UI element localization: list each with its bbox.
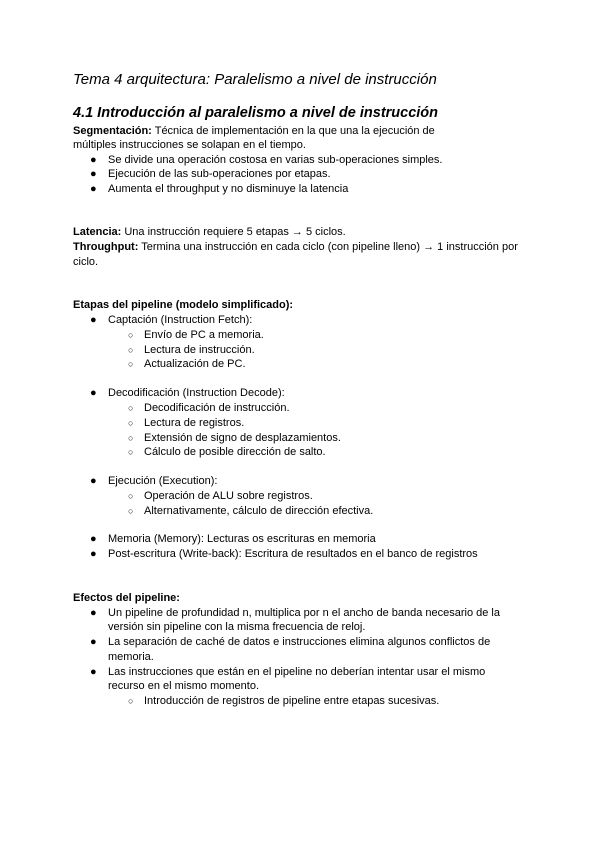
sub-bullet-marker: ○	[128, 418, 134, 428]
bullet-marker: ●	[90, 666, 97, 678]
segmentacion-line1	[73, 124, 435, 139]
sub-bullet-marker: ○	[128, 506, 134, 516]
etapas-heading: Etapas del pipeline (modelo simplificado):	[73, 299, 294, 311]
list-item-continuation: versión sin pipeline con la misma frecuencia de reloj.	[108, 621, 366, 633]
latencia-text: Una instrucción requiere 5 etapas → 5 ciclos.	[124, 226, 346, 238]
bullet-marker: ●	[90, 168, 97, 180]
efectos-heading: Efectos del pipeline:	[73, 592, 180, 604]
throughput-line1	[73, 240, 518, 255]
document-page: Tema 4 arquitectura: Paralelismo a nivel de instrucción 4.1 Introducción al paralelismo a nivel de instrucción Segmentación: Técnica de implementación en la que una la ejecución de múltiples instrucciones se solapan en el tiempo. ● Se divide una operación costosa en varias sub-operaciones simples. ● Ejecución de las sub-operaciones por etapas. ● Aumenta el throughput y no disminuye la latencia Latencia: Una instrucción requiere 5 etapas → 5 ciclos. Throughput: Termina una instrucción en cada ciclo (con pipeline lleno) → 1 instrucción por ciclo. Etapas del pipeline (modelo simplificado): ● Captación (Instruction Fetch): ○ Envío de PC a memoria. ○ Lectura de instrucción. ○ Actualización de PC. ● Decodificación (Instruction Decode): ○ Decodificación de instrucción. ○ Lectura de registros. ○ Extensión de signo de desplazamientos. ○ Cálculo de posible dirección de salto. ● Ejecución (Execution): ○ Operación de ALU sobre registros. ○ Alternativamente, cálculo de dirección efectiva. ● Memoria (Memory): Lecturas os escrituras en memoria ● Post-escritura (Write-back): Escritura de resultados en el banco de registros Efectos del pipeline: ● Un pipeline de profundidad n, multiplica por n el ancho de banda necesario de la versión sin pipeline con la misma frecuencia de reloj. ● La separación de caché de datos e instrucciones elimina algunos conflictos de memoria. ● Las instrucciones que están en el pipeline no deberían intentar usar el mismo recurso en el mismo momento. ○ Introducción de registros de pipeline entre etapas sucesivas.	[73, 71, 518, 707]
sub-bullet-marker: ○	[128, 447, 134, 457]
sub-bullet-marker: ○	[128, 330, 134, 340]
bullet-marker: ●	[90, 533, 97, 545]
sub-bullet-marker: ○	[128, 359, 134, 369]
throughput-line2: ciclo.	[73, 256, 99, 268]
segmentacion-line2: múltiples instrucciones se solapan en el tiempo.	[73, 139, 306, 151]
segmentacion-label: Segmentación:	[73, 125, 152, 137]
throughput-label: Throughput:	[73, 241, 139, 253]
bullet-marker: ●	[90, 154, 97, 166]
bullet-marker: ●	[90, 314, 97, 326]
section-heading: 4.1 Introducción al paralelismo a nivel de instrucción	[73, 105, 439, 121]
sub-bullet-marker: ○	[128, 433, 134, 443]
sub-bullet-marker: ○	[128, 696, 134, 706]
sub-bullet-marker: ○	[128, 345, 134, 355]
list-item-continuation: memoria.	[108, 651, 154, 663]
segmentacion-text: Técnica de implementación en la que una la ejecución de	[154, 125, 435, 137]
bullet-marker: ●	[90, 548, 97, 560]
throughput-text: Termina una instrucción en cada ciclo (con pipeline lleno) → 1 instrucción por	[141, 241, 518, 253]
bullet-marker: ●	[90, 387, 97, 399]
page-title: Tema 4 arquitectura: Paralelismo a nivel de instrucción	[73, 71, 437, 88]
bullet-marker: ●	[90, 607, 97, 619]
sub-bullet-marker: ○	[128, 491, 134, 501]
bullet-marker: ●	[90, 183, 97, 195]
latencia-line	[73, 225, 346, 240]
bullet-marker: ●	[90, 636, 97, 648]
list-item-continuation: recurso en el mismo momento.	[108, 680, 259, 692]
latencia-label: Latencia:	[73, 226, 122, 238]
bullet-marker: ●	[90, 475, 97, 487]
sub-bullet-marker: ○	[128, 403, 134, 413]
